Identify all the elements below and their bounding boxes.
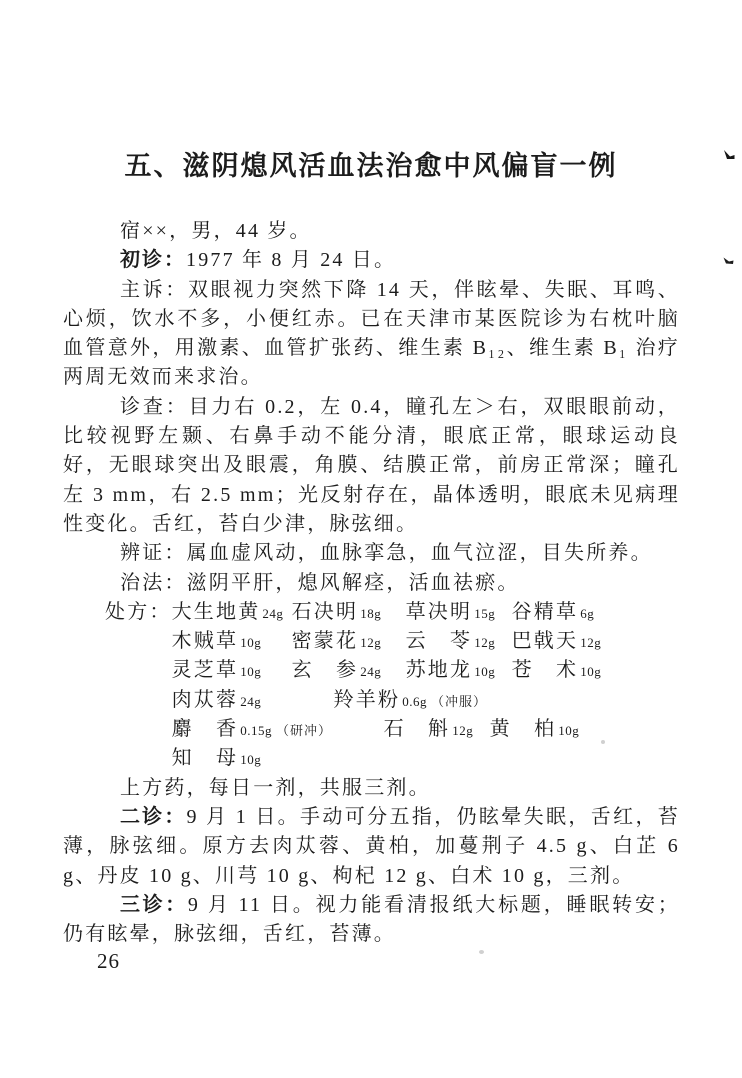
herb-name: 云 苓	[405, 630, 473, 653]
chief-complaint-paragraph	[63, 276, 680, 393]
herb-note: （冲服）	[430, 693, 487, 709]
herb-item	[292, 656, 406, 686]
prescription-row	[172, 744, 680, 773]
herb-qty: 12g	[580, 635, 602, 651]
scan-artifact	[723, 256, 734, 266]
herb-item	[490, 715, 658, 745]
herb-item	[172, 744, 292, 774]
herb-name: 知 母	[171, 747, 239, 770]
herb-qty: 18g	[360, 605, 382, 621]
dosage-note-text: 上方药，每日一剂，共服三剂。	[120, 776, 431, 799]
herb-item	[512, 656, 680, 686]
examination-text: 目力右 0.2，左 0.4，瞳孔左＞右，双眼眼前动，比较视野左颞、右鼻手动不能分清，眼底正常，眼球运动良好，无眼球突出及眼震，角膜、结膜正常，前房正常深；瞳孔左 3 mm，右 2.5 mm；光反射存在，晶体透明，眼底未见病理性变化。舌红，苔白少津，脉弦细。	[63, 395, 680, 535]
chief-complaint-label: 主诉：	[120, 278, 188, 301]
herb-qty: 12g	[474, 635, 496, 651]
herb-name: 苍 术	[511, 659, 579, 682]
herb-name: 黄 柏	[489, 718, 557, 741]
treatment-label: 治法：	[120, 571, 187, 594]
herb-item	[172, 686, 292, 716]
herb-item	[384, 715, 490, 745]
herb-name: 巴戟天	[511, 630, 579, 653]
herb-item	[292, 598, 406, 628]
herb-qty: 6g	[580, 605, 595, 621]
herb-name: 玄 参	[291, 659, 359, 682]
herb-qty: 10g	[240, 635, 262, 651]
herb-item	[172, 598, 292, 628]
chief-complaint-text: 双眼视力突然下降 14 天，伴眩晕、失眠、耳鸣、心烦，饮水不多，小便红赤。已在天津市某医院诊为右枕叶脑血管意外，用激素、血管扩张药、维生素 B₁₂、维生素 B₁ 治疗两周无效而来求治。	[63, 278, 680, 389]
page-title: 五、滋阴熄风活血法治愈中风偏盲一例	[124, 151, 618, 181]
prescription-row	[172, 627, 680, 656]
herb-qty: 10g	[240, 752, 262, 768]
scan-speck	[479, 950, 484, 954]
case-report-body	[63, 217, 680, 949]
examination-label: 诊查：	[120, 395, 189, 418]
herb-name: 谷精草	[511, 600, 579, 623]
herb-note: （研冲）	[275, 723, 332, 739]
herb-qty: 0.15g	[240, 723, 272, 739]
herb-qty: 10g	[580, 664, 602, 680]
prescription-label: 处方：	[105, 600, 172, 623]
herb-name: 大生地黄	[171, 600, 261, 623]
herb-item	[172, 656, 292, 686]
scan-artifact	[723, 149, 736, 162]
herb-item	[406, 627, 512, 657]
prescription-row	[172, 656, 680, 685]
herb-item	[512, 598, 680, 628]
herb-qty: 24g	[262, 605, 284, 621]
patient-info-line	[63, 217, 680, 246]
herb-qty: 10g	[558, 723, 580, 739]
differentiation-label: 辨证：	[120, 542, 187, 565]
herb-name: 羚羊粉	[333, 688, 401, 711]
third-visit-paragraph	[63, 891, 680, 950]
dosage-note-line	[63, 774, 680, 803]
prescription-row	[172, 598, 680, 627]
herb-name: 麝 香	[171, 718, 239, 741]
herb-qty: 12g	[452, 723, 474, 739]
herb-name: 石决明	[291, 600, 359, 623]
third-visit-label: 三诊：	[120, 893, 188, 916]
herb-qty: 0.6g	[402, 693, 427, 709]
herb-item	[292, 627, 406, 657]
differentiation-line	[63, 539, 680, 568]
herb-item	[406, 656, 512, 686]
herb-name: 石 斛	[383, 718, 451, 741]
first-visit-text: 1977 年 8 月 24 日。	[186, 249, 397, 272]
first-visit-line	[63, 246, 680, 275]
treatment-text: 滋阴平肝，熄风解痉，活血祛瘀。	[186, 571, 520, 594]
treatment-principle-line	[63, 569, 680, 598]
second-visit-text: 9 月 1 日。手动可分五指，仍眩晕失眠，舌红，苔薄，脉弦细。原方去肉苁蓉、黄柏，加蔓荆子 4.5 g、白芷 6 g、丹皮 10 g、川芎 10 g、枸杞 12 g、白术 10 g，三剂。	[63, 805, 681, 887]
herb-item	[406, 598, 512, 628]
herb-qty: 12g	[360, 635, 382, 651]
herb-item	[172, 715, 406, 745]
third-visit-text: 9 月 11 日。视力能看清报纸大标题，睡眠转安；仍有眩晕，脉弦细，舌红，苔薄。	[63, 893, 680, 946]
scan-speck	[601, 740, 605, 744]
herb-qty: 10g	[474, 664, 496, 680]
second-visit-paragraph	[63, 803, 680, 891]
herb-item	[292, 686, 680, 716]
examination-paragraph	[63, 393, 680, 539]
herb-item	[172, 627, 292, 657]
herb-name: 木贼草	[171, 630, 239, 653]
herb-qty: 10g	[240, 664, 262, 680]
prescription-block	[63, 598, 680, 774]
herb-qty: 24g	[240, 693, 262, 709]
differentiation-text: 属血虚风动，血脉挛急，血气泣涩，目失所养。	[186, 542, 653, 565]
first-visit-label: 初诊：	[120, 249, 186, 272]
patient-info-text: 宿××，男，44 岁。	[120, 220, 312, 242]
second-visit-label: 二诊：	[120, 805, 187, 828]
herb-name: 密蒙花	[291, 630, 359, 653]
prescription-row	[172, 686, 680, 715]
herb-item	[512, 627, 680, 657]
herb-name: 灵芝草	[171, 659, 239, 682]
herb-qty: 15g	[474, 605, 496, 621]
herb-name: 肉苁蓉	[171, 688, 239, 711]
page-number: 26	[97, 949, 120, 973]
prescription-grid	[172, 598, 680, 774]
herb-name: 草决明	[405, 600, 473, 623]
herb-qty: 24g	[360, 664, 382, 680]
herb-name: 苏地龙	[405, 659, 473, 682]
